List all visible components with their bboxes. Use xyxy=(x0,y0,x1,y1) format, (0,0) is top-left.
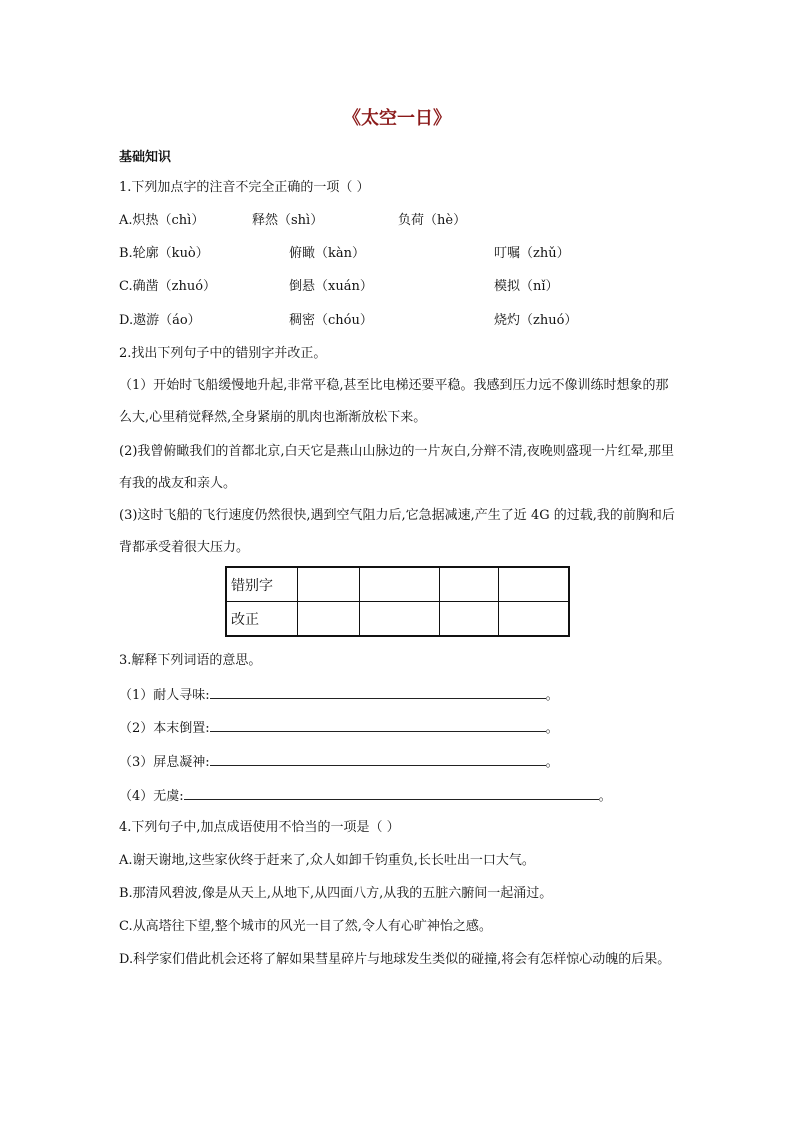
q4-option-d: D.科学家们借此机会还将了解如果彗星碎片与地球发生类似的碰撞,将会有怎样惊心动魄的后果。 xyxy=(119,952,671,967)
q3-answer-blank-4[interactable] xyxy=(184,785,599,800)
wrong-char-cell-3[interactable] xyxy=(440,567,499,602)
correct-char-cell-3[interactable] xyxy=(440,602,499,637)
q3-item-1 xyxy=(119,684,559,706)
q3-answer-blank-1[interactable] xyxy=(210,684,546,699)
q2-sentence-2: (2)我曾俯瞰我们的首都北京,白天它是燕山山脉边的一片灰白,分辩不清,夜晚则盛现一片红晕,那里有我的战友和亲人。 xyxy=(119,444,674,491)
q3-item-1-label: （1）耐人寻味: xyxy=(119,688,210,703)
wrong-char-cell-1[interactable] xyxy=(298,567,360,602)
section-heading: 基础知识 xyxy=(119,150,172,165)
q1-option-b-1: B.轮廓（kuò） xyxy=(119,246,209,261)
q1-option-c-2: 倒悬（xuán） xyxy=(289,279,373,294)
q2-sentence-3: (3)这时飞船的飞行速度仍然很快,遇到空气阻力后,它急据减速,产生了近 4G 的过载,我的前胸和后背都承受着很大压力。 xyxy=(119,508,675,555)
q1-stem: 1.下列加点字的注音不完全正确的一项（ ） xyxy=(119,180,370,195)
correct-char-cell-2[interactable] xyxy=(360,602,440,637)
q1-option-d-3: 烧灼（zhuó） xyxy=(494,313,578,328)
q3-item-2 xyxy=(119,717,559,739)
q3-answer-blank-3[interactable] xyxy=(210,751,546,766)
wrong-char-cell-4[interactable] xyxy=(499,567,570,602)
wrong-char-cell-2[interactable] xyxy=(360,567,440,602)
q3-answer-blank-2[interactable] xyxy=(210,717,546,732)
correct-char-cell-4[interactable] xyxy=(499,602,570,637)
page-title: 《太空一日》 xyxy=(343,108,451,129)
q1-option-a-3: 负荷（hè） xyxy=(398,213,467,228)
q4-option-a: A.谢天谢地,这些家伙终于赶来了,众人如卸千钧重负,长长吐出一口大气。 xyxy=(119,853,535,868)
table-row xyxy=(226,567,569,602)
q3-item-4 xyxy=(119,785,612,807)
q1-option-b-2: 俯瞰（kàn） xyxy=(289,246,366,261)
q4-stem: 4.下列句子中,加点成语使用不恰当的一项是（ ） xyxy=(119,820,400,835)
q3-stem: 3.解释下列词语的意思。 xyxy=(119,653,262,668)
table-label-wrong: 错别字 xyxy=(226,567,298,602)
q1-option-d-1: D.遨游（áo） xyxy=(119,313,201,328)
q2-sentence-1: （1）开始时飞船缓慢地升起,非常平稳,甚至比电梯还要平稳。我感到压力远不像训练时想象的那么大,心里稍觉释然,全身紧崩的肌肉也渐渐放松下来。 xyxy=(119,378,669,425)
table-label-correct: 改正 xyxy=(226,602,298,637)
q4-option-c: C.从高塔往下望,整个城市的风光一目了然,令人有心旷神怡之感。 xyxy=(119,919,492,934)
q1-option-a-2: 释然（shì） xyxy=(252,213,324,228)
q1-option-a-1: A.炽热（chì） xyxy=(119,213,205,228)
correct-char-cell-1[interactable] xyxy=(298,602,360,637)
q3-item-4-end: 。 xyxy=(598,789,612,804)
q3-item-3-label: （3）屏息凝神: xyxy=(119,755,210,770)
q3-item-1-end: 。 xyxy=(545,688,559,703)
q3-item-4-label: （4）无虞: xyxy=(119,789,184,804)
q3-item-3 xyxy=(119,751,559,773)
table-row xyxy=(226,602,569,637)
q3-item-2-label: （2）本末倒置: xyxy=(119,721,210,736)
q4-option-b: B.那清风碧波,像是从天上,从地下,从四面八方,从我的五脏六腑间一起涌过。 xyxy=(119,886,553,901)
correction-table xyxy=(225,566,570,637)
q1-option-b-3: 叮嘱（zhǔ） xyxy=(494,246,570,261)
q1-option-d-2: 稠密（chóu） xyxy=(289,313,373,328)
q3-item-3-end: 。 xyxy=(545,755,559,770)
q1-option-c-1: C.确凿（zhuó） xyxy=(119,279,217,294)
q3-item-2-end: 。 xyxy=(545,721,559,736)
q2-stem: 2.找出下列句子中的错别字并改正。 xyxy=(119,346,327,361)
q1-option-c-3: 模拟（nǐ） xyxy=(494,279,559,294)
